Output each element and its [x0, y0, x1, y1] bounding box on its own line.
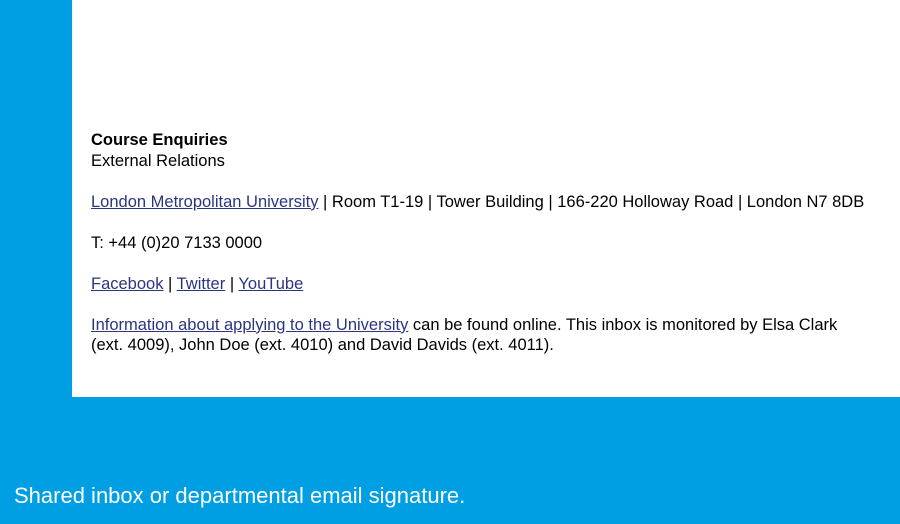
social-links — [91, 274, 871, 295]
signature-info — [91, 315, 871, 356]
signature-department: External Relations — [91, 151, 225, 170]
applying-info-link[interactable]: Information about applying to the University — [91, 315, 409, 334]
twitter-link[interactable]: Twitter — [176, 274, 226, 293]
signature-heading — [91, 130, 871, 171]
university-link[interactable]: London Metropolitan University — [91, 192, 319, 211]
signature-phone: T: +44 (0)20 7133 0000 — [91, 233, 263, 252]
signature-address — [91, 192, 871, 213]
youtube-link[interactable]: YouTube — [238, 274, 304, 293]
address-text: | Room T1-19 | Tower Building | 166-220 Holloway Road | London N7 8DB — [318, 192, 865, 211]
email-signature-card — [72, 0, 900, 397]
caption: Shared inbox or departmental email signature. — [14, 483, 466, 508]
facebook-link[interactable]: Facebook — [91, 274, 164, 293]
social-separator: | — [225, 274, 239, 293]
social-separator: | — [163, 274, 177, 293]
info-text: can be found online. This inbox is monitored by Elsa Clark (ext. 4009), John Doe (ext. 4010) and David Davids (ext. 4011). — [91, 315, 838, 354]
signature-name: Course Enquiries — [91, 131, 228, 149]
email-signature — [91, 130, 871, 356]
